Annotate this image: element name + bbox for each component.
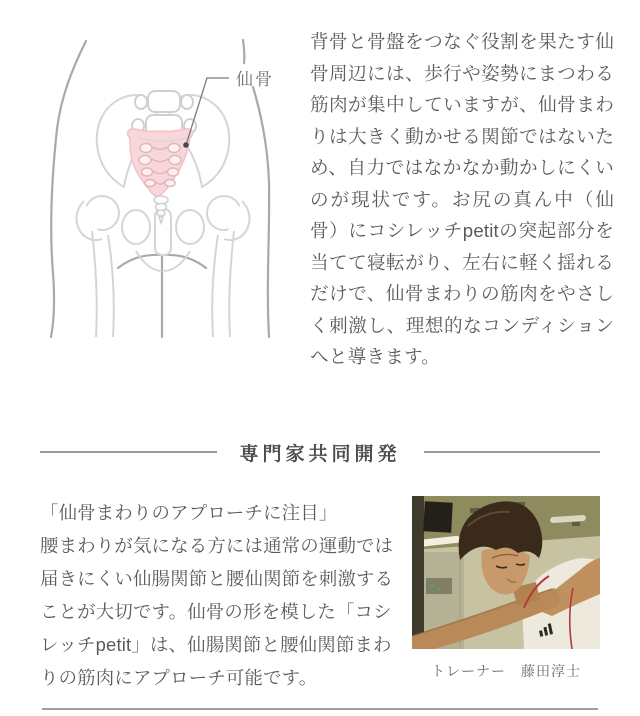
expert-heading-text: 専門家共同開発 xyxy=(239,443,401,465)
intro-paragraph: 背骨と骨盤をつなぐ役割を果たす仙骨周辺には、歩行や姿勢にまつわる筋肉が集中していますが、仙骨まわりは大きく動かせる関節ではないため、自力ではなかなか動かしにくいのが現状です。お尻の真ん中（仙骨）にコシレッチpetitの突起部分を当てて寝転がり、左右に軽く揺れるだけで、仙骨まわりの筋肉をやさしく刺激し、理想的なコンディションへと導きます。 xyxy=(310,31,614,367)
callout-dot xyxy=(183,142,189,148)
sacrum-label: 仙骨 xyxy=(236,70,274,89)
trainer-photo xyxy=(412,496,600,649)
expert-body: 腰まわりが気になる方には通常の運動では届きにくい仙腸関節と腰仙関節を刺激することが大切です。仙骨の形を模した「コシレッチpetit」は、仙腸関節と腰仙関節まわりの筋肉にアプローチ可能です。 xyxy=(40,534,394,688)
expert-section-heading xyxy=(40,439,600,466)
expert-quote: 「仙骨まわりのアプローチに注目」 xyxy=(40,501,338,523)
sacrum-diagram xyxy=(40,25,310,345)
mirror-frame xyxy=(412,496,424,649)
trainer-caption: トレーナー 藤田淳士 xyxy=(431,662,581,679)
heading-rule-left xyxy=(40,451,217,453)
speaker-box xyxy=(423,501,453,532)
trainer-figure xyxy=(412,496,600,694)
expert-description xyxy=(40,496,404,694)
sacrum-diagram-svg xyxy=(40,25,310,345)
bottom-divider xyxy=(42,708,598,710)
expert-section xyxy=(40,496,600,694)
heading-rule-right xyxy=(424,451,601,453)
sacrum-highlight xyxy=(128,129,193,223)
